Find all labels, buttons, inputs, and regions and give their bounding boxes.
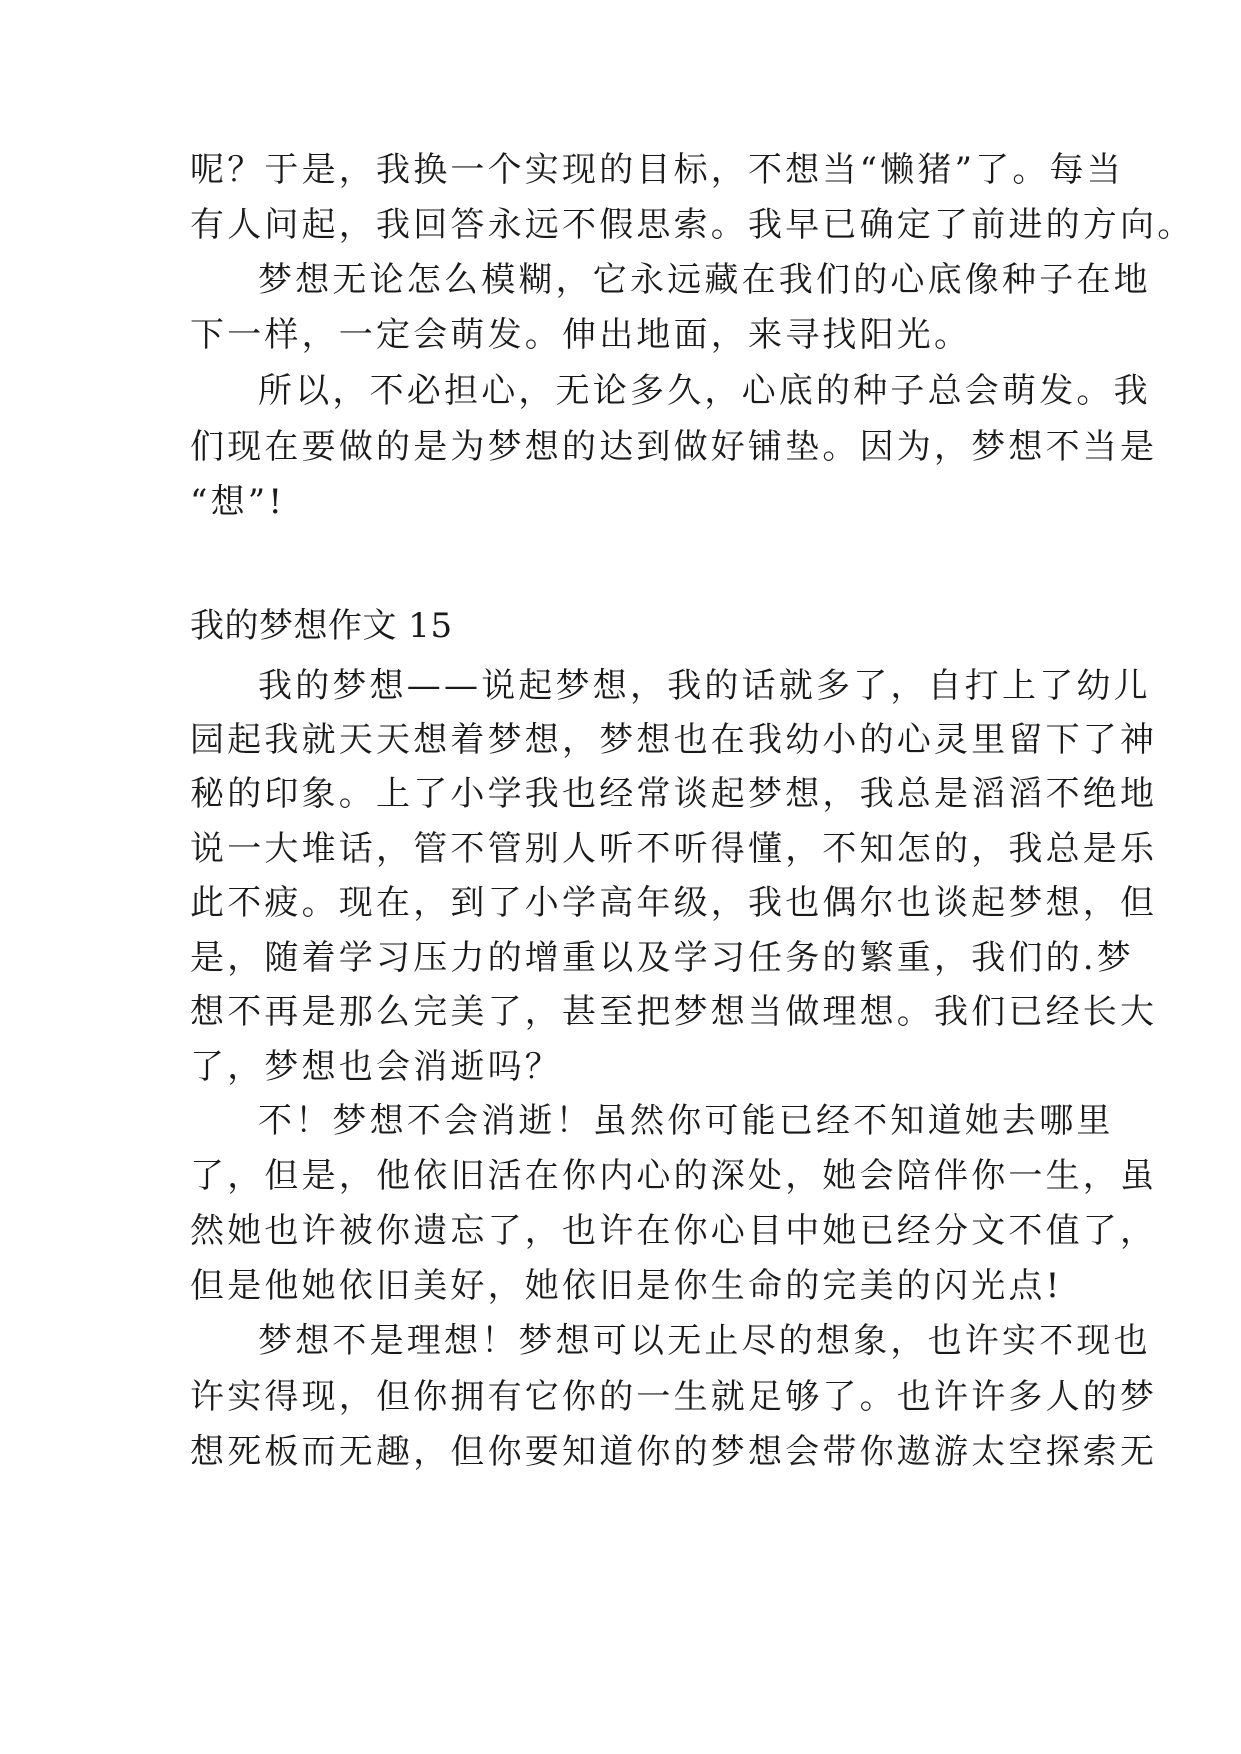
text-line: 们现在要做的是为梦想的达到做好铺垫。因为，梦想不当是 [190, 427, 1158, 467]
paragraph-start-line: 不！梦想不会消逝！虽然你可能已经不知道她去哪里 [258, 1101, 1114, 1141]
text-line: 下一样，一定会萌发。伸出地面，来寻找阳光。 [190, 315, 972, 355]
text-line: 然她也许被你遗忘了，也许在你心目中她已经分文不值了， [190, 1211, 1158, 1251]
paragraph-start-line: 我的梦想——说起梦想，我的话就多了，自打上了幼儿 [258, 666, 1151, 706]
text-line: 想死板而无趣，但你要知道你的梦想会带你遨游太空探索无 [190, 1432, 1158, 1472]
text-line: 但是他她依旧美好，她依旧是你生命的完美的闪光点! [190, 1266, 1063, 1306]
text-line: “想”! [190, 482, 286, 522]
text-line: 说一大堆话，管不管别人听不听得懂，不知怎的，我总是乐 [190, 829, 1158, 869]
paragraph-start-line: 梦想不是理想！梦想可以无止尽的想象，也许实不现也 [258, 1321, 1151, 1361]
section-title: 我的梦想作文 15 [190, 606, 453, 646]
text-line: 了，但是，他依旧活在你内心的深处，她会陪伴你一生，虽 [190, 1156, 1158, 1196]
text-line: 是，随着学习压力的增重以及学习任务的繁重，我们的.梦 [190, 938, 1135, 978]
text-line: 此不疲。现在，到了小学高年级，我也偶尔也谈起梦想，但 [190, 883, 1158, 923]
paragraph-start-line: 所以，不必担心，无论多久，心底的种子总会萌发。我 [258, 371, 1151, 411]
text-line: 园起我就天天想着梦想，梦想也在我幼小的心灵里留下了神 [190, 720, 1158, 760]
text-line: 了，梦想也会消逝吗？ [190, 1047, 562, 1087]
text-line: 想不再是那么完美了，甚至把梦想当做理想。我们已经长大 [190, 992, 1158, 1032]
text-line: 许实得现，但你拥有它你的一生就足够了。也许许多人的梦 [190, 1377, 1158, 1417]
text-line: 有人问起，我回答永远不假思索。我早已确定了前进的方向。 [190, 205, 1195, 245]
text-line: 秘的印象。上了小学我也经常谈起梦想，我总是滔滔不绝地 [190, 774, 1158, 814]
text-line: 呢？于是，我换一个实现的目标，不想当“懒猪”了。每当 [190, 150, 1124, 190]
paragraph-start-line: 梦想无论怎么模糊，它永远藏在我们的心底像种子在地 [258, 260, 1151, 300]
